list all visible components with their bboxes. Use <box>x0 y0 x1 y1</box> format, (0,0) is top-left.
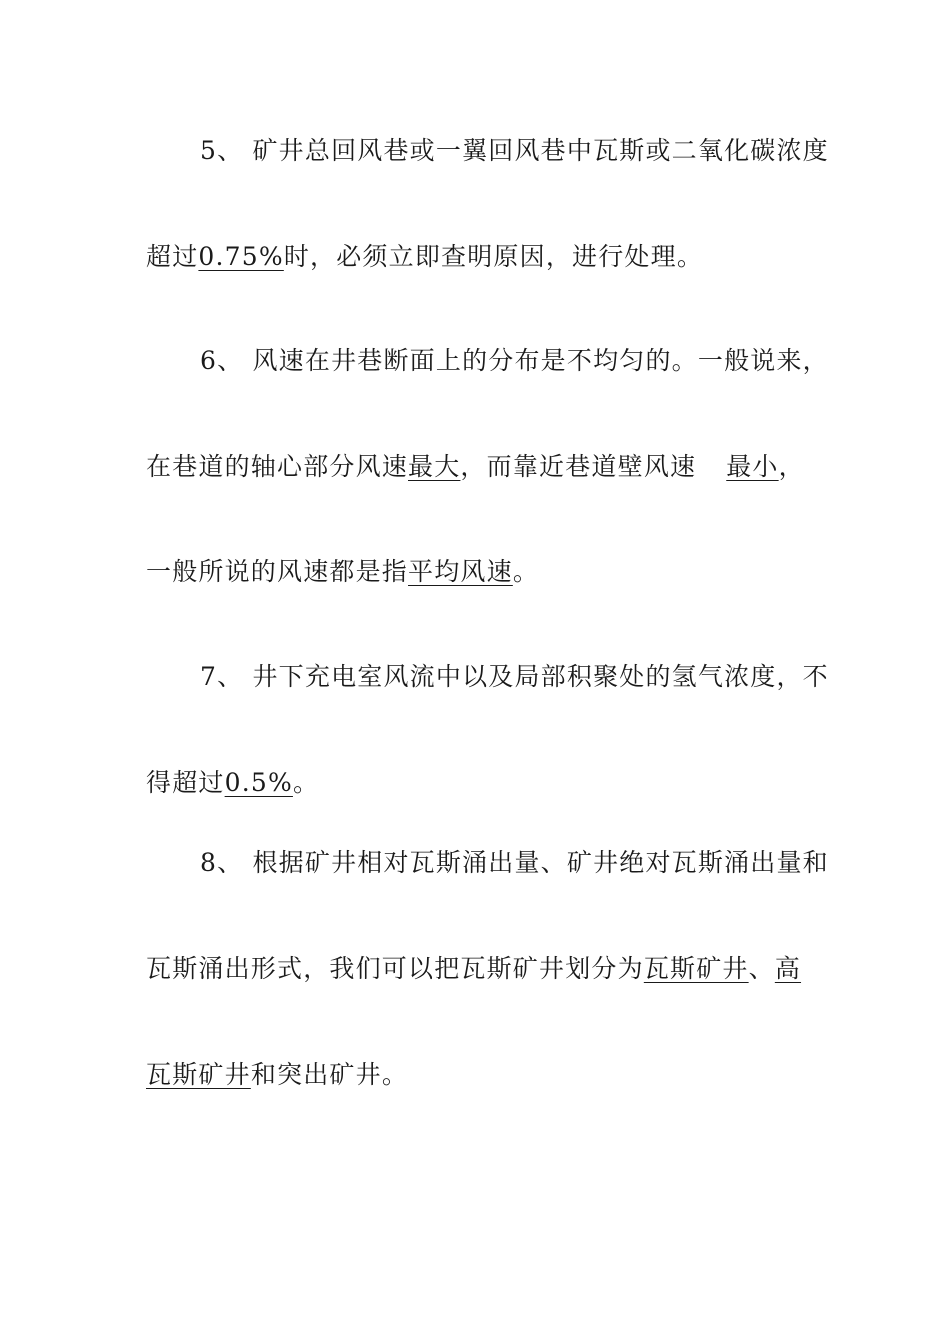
item-6-number: 6、 <box>200 346 244 375</box>
item-8-blank-2-part-2: 瓦斯矿井 <box>146 1060 251 1089</box>
item-8-line-1 <box>200 846 880 880</box>
item-7-blank: 0.5% <box>224 768 293 797</box>
item-6-middle: ，而靠近巷道壁风速 <box>460 452 697 481</box>
item-7-line-2 <box>146 766 826 800</box>
item-6-blank-1: 最大 <box>408 452 461 481</box>
item-6-line3-prefix: 一般所说的风速都是指 <box>146 557 409 586</box>
item-6-line3-suffix: 。 <box>512 557 540 586</box>
item-6-blank-2: 最小 <box>726 452 779 481</box>
item-6-blank-3: 平均风速 <box>408 557 513 586</box>
item-6-line-3 <box>146 555 826 589</box>
item-8-sep: 、 <box>748 954 775 983</box>
item-7-prefix: 得超过 <box>146 768 225 797</box>
item-7-number: 7、 <box>200 662 244 691</box>
item-5-text: 矿井总回风巷或一翼回风巷中瓦斯或二氧化碳浓度 <box>252 136 829 165</box>
item-8-line-3 <box>146 1058 826 1092</box>
item-8-prefix: 瓦斯涌出形式，我们可以把瓦斯矿井划分为 <box>146 954 644 983</box>
item-8-blank-2-part-1: 高 <box>774 954 802 983</box>
item-6-text: 风速在井巷断面上的分布是不均匀的。一般说来， <box>252 346 829 375</box>
item-8-suffix: 和突出矿井。 <box>250 1060 409 1089</box>
item-7-text: 井下充电室风流中以及局部积聚处的氢气浓度，不 <box>252 662 829 691</box>
item-5-line-2 <box>146 240 826 274</box>
item-7-line-1 <box>200 660 880 694</box>
item-5-suffix: 时，必须立即查明原因，进行处理。 <box>283 242 704 271</box>
item-5-number: 5、 <box>200 136 244 165</box>
item-5-line-1 <box>200 134 880 168</box>
item-8-blank-1: 瓦斯矿井 <box>643 954 749 983</box>
item-6-line-2 <box>146 450 826 484</box>
item-8-number: 8、 <box>200 848 244 877</box>
item-7-suffix: 。 <box>292 768 320 797</box>
item-5-blank: 0.75% <box>198 242 284 271</box>
item-6-prefix: 在巷道的轴心部分风速 <box>146 452 409 481</box>
item-8-text: 根据矿井相对瓦斯涌出量、矿井绝对瓦斯涌出量和 <box>252 848 829 877</box>
item-6-line-1 <box>200 344 880 378</box>
item-6-suffix: ， <box>778 452 805 481</box>
item-5-prefix: 超过 <box>146 242 199 271</box>
item-8-line-2 <box>146 952 826 986</box>
